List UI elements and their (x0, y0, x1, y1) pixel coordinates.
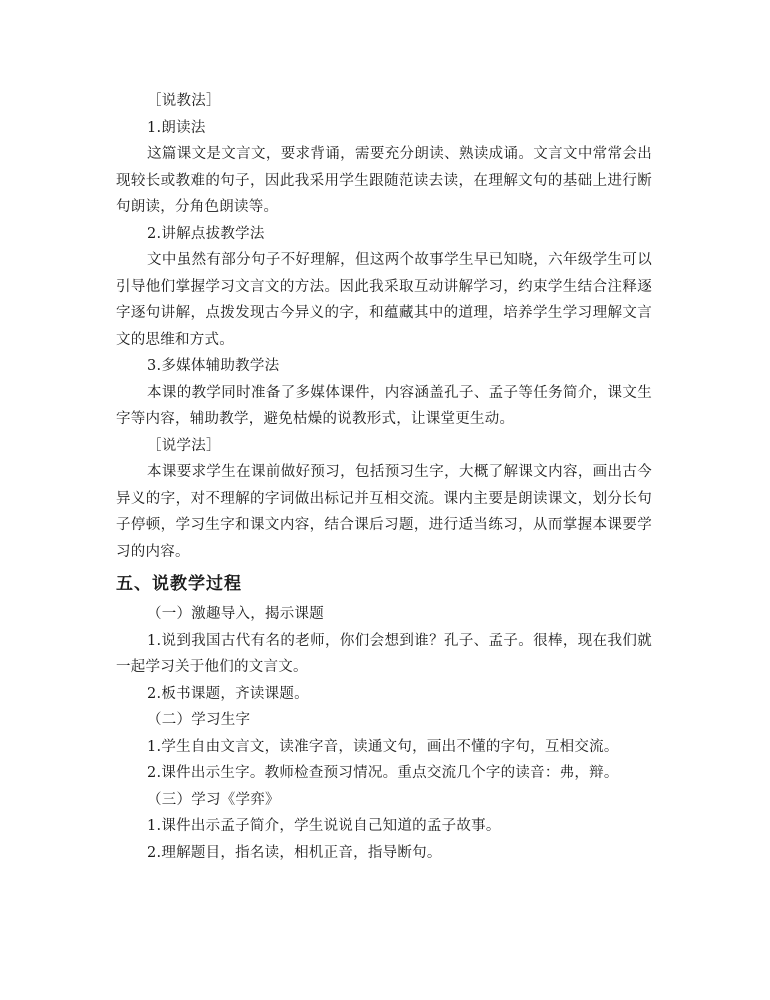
method-3-body: 本课的教学同时准备了多媒体课件，内容涵盖孔子、孟子等任务简介，课文生字等内容，辅助教学，避免枯燥的说教形式，让课堂更生动。 (116, 384, 652, 427)
step-2-title: （二）学习生字 (147, 712, 251, 728)
step-3-title: （三）学习《学弈》 (147, 791, 280, 808)
step-1-title: （一）激趣导入，揭示课题 (147, 606, 324, 622)
step-2-item-2: 2.课件出示生字。教师检查预习情况。重点交流几个字的读音：弗，辩。 (147, 765, 619, 781)
learn-method-title: ［说学法］ (147, 437, 221, 454)
step-3-item-1: 1.课件出示孟子简介，学生说说自己知道的孟子故事。 (147, 818, 501, 834)
step-1-item-2: 2.板书课题，齐读课题。 (147, 685, 309, 702)
teach-method-title: ［说教法］ (147, 93, 221, 109)
method-1-title: 1.朗读法 (147, 119, 206, 136)
method-2-title: 2.讲解点拔教学法 (147, 225, 265, 242)
document-page (116, 88, 652, 866)
step-1-item-1: 1.说到我国古代有名的老师，你们会想到谁？孔子、孟子。很棒，现在我们就一起学习关于他们的文言文。 (116, 632, 652, 675)
step-2-item-1: 1.学生自由文言文，读准字音，读通文句，画出不懂的字句，互相交流。 (147, 738, 619, 755)
paragraphs-after (116, 601, 652, 866)
step-3-item-2: 2.理解题目，指名读，相机正音，指导断句。 (147, 844, 442, 861)
paragraphs-before (116, 88, 652, 565)
method-2-body: 文中虽然有部分句子不好理解，但这两个故事学生早已知晓，六年级学生可以引导他们掌握学习文言文的方法。因此我采取互动讲解学习，约束学生结合注释逐字逐句讲解，点拨发现古今异义的字，和蕴藏其中的道理，培养学生学习理解文言文的思维和方式。 (116, 252, 652, 348)
method-1-body: 这篇课文是文言文，要求背诵，需要充分朗读、熟读成诵。文言文中常常会出现较长或教难的句子，因此我采用学生跟随范读去读，在理解文句的基础上进行断句朗读，分角色朗读等。 (116, 146, 652, 215)
method-3-title: 3.多媒体辅助教学法 (147, 358, 280, 374)
section-heading: 五、说教学过程 (116, 574, 242, 594)
learn-method-body: 本课要求学生在课前做好预习，包括预习生字，大概了解课文内容，画出古今异义的字，对不理解的字词做出标记并互相交流。课内主要是朗读课文，划分长句子停顿，学习生字和课文内容，结合课后习题，进行适当练习，从而掌握本课要学习的内容。 (116, 464, 652, 560)
